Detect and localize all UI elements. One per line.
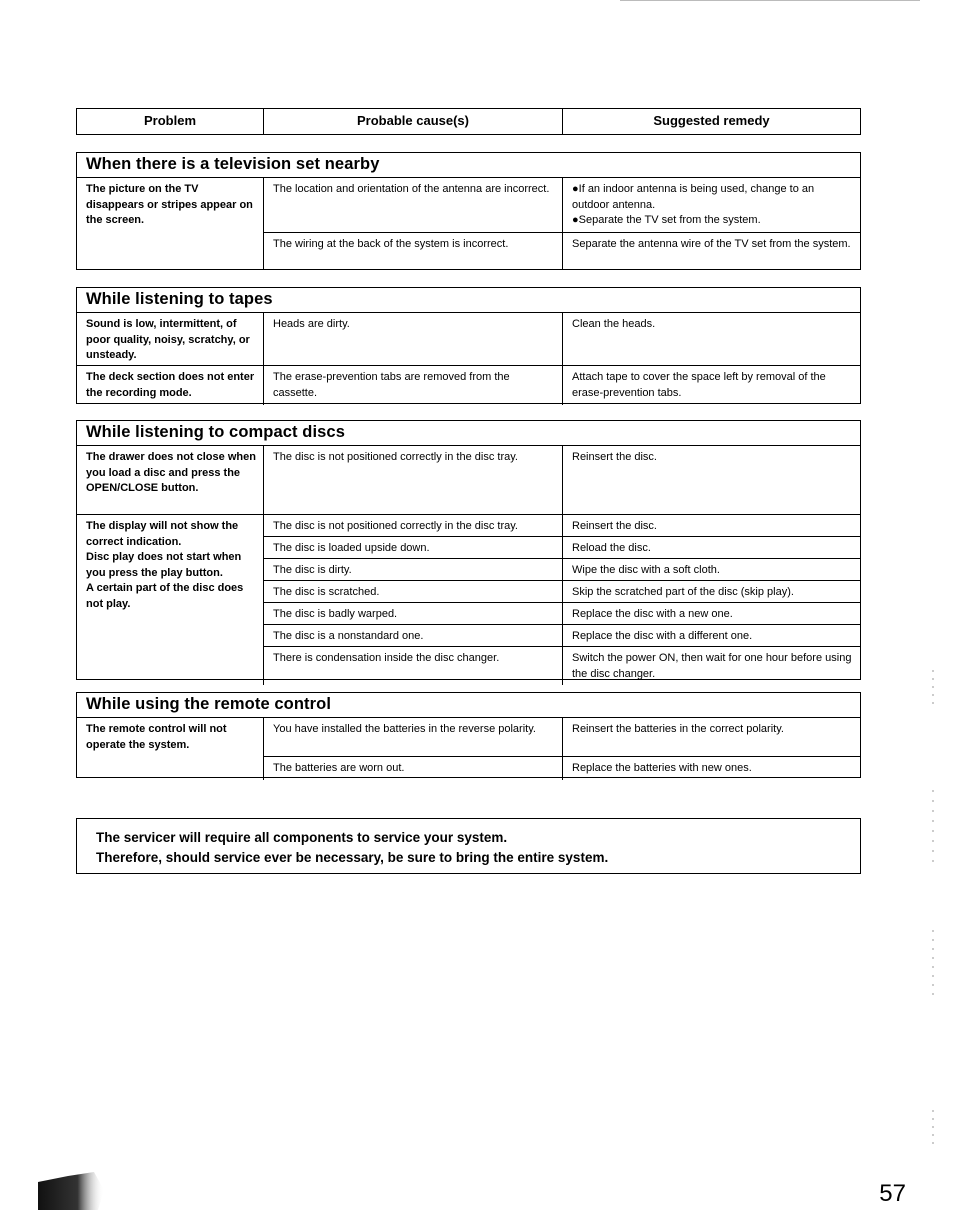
corner-scan-mark bbox=[38, 1172, 104, 1210]
service-notice bbox=[76, 818, 861, 874]
notice-line: Therefore, should service ever be necessary, be sure to bring the entire system. bbox=[96, 850, 609, 865]
table-row bbox=[264, 625, 860, 647]
header-remedy: Suggested remedy bbox=[653, 113, 770, 128]
problem-group bbox=[77, 178, 860, 269]
problem-text: The deck section does not enter the recording mode. bbox=[77, 366, 264, 405]
remedy-text: Reinsert the disc. bbox=[572, 520, 657, 532]
section-title: While listening to tapes bbox=[77, 288, 860, 313]
problem-line: A certain part of the disc does not play. bbox=[86, 582, 244, 610]
cause-text: The disc is not positioned correctly in the disc tray. bbox=[264, 515, 563, 538]
table-row bbox=[264, 647, 860, 685]
remedy-text bbox=[563, 178, 860, 232]
problem-text: The picture on the TV disappears or stripes appear on the screen. bbox=[77, 178, 264, 269]
section-remote-control bbox=[76, 692, 861, 778]
cause-text: You have installed the batteries in the reverse polarity. bbox=[264, 718, 563, 756]
table-row bbox=[264, 313, 860, 368]
remedy-text: Replace the batteries with new ones. bbox=[572, 762, 752, 774]
section-title: When there is a television set nearby bbox=[77, 153, 860, 178]
remedy-text: Switch the power ON, then wait for one hour before using the disc changer. bbox=[572, 652, 852, 680]
problem-group bbox=[77, 313, 860, 366]
remedy-text: Reload the disc. bbox=[572, 542, 651, 554]
table-row bbox=[264, 718, 860, 757]
remedy-text: Replace the disc with a new one. bbox=[572, 608, 733, 620]
remedy-line: ●Separate the TV set from the system. bbox=[572, 214, 761, 226]
scan-edge-marks bbox=[932, 670, 934, 1150]
cause-text: The erase-prevention tabs are removed from the cassette. bbox=[264, 366, 563, 405]
remedy-text: Clean the heads. bbox=[572, 318, 656, 330]
remedy-text: Replace the disc with a different one. bbox=[572, 630, 753, 642]
problem-group bbox=[77, 718, 860, 777]
table-row bbox=[264, 537, 860, 559]
cause-text: The disc is badly warped. bbox=[264, 603, 563, 626]
cause-text: The location and orientation of the antenna are incorrect. bbox=[264, 178, 563, 232]
problem-group bbox=[77, 446, 860, 515]
cause-text: The wiring at the back of the system is incorrect. bbox=[264, 233, 563, 269]
table-row bbox=[264, 757, 860, 780]
table-row bbox=[264, 515, 860, 537]
problem-line: Disc play does not start when you press the play button. bbox=[86, 551, 242, 579]
problem-text: The drawer does not close when you load a disc and press the OPEN/CLOSE button. bbox=[77, 446, 264, 514]
cause-text: There is condensation inside the disc changer. bbox=[264, 647, 563, 685]
section-title: While using the remote control bbox=[77, 693, 860, 718]
cause-text: The disc is scratched. bbox=[264, 581, 563, 604]
problem-group bbox=[77, 366, 860, 403]
page-number: 57 bbox=[879, 1180, 906, 1207]
problem-text: Sound is low, intermittent, of poor quality, noisy, scratchy, or unsteady. bbox=[77, 313, 264, 368]
cause-text: The disc is not positioned correctly in the disc tray. bbox=[264, 446, 563, 514]
remedy-text: Skip the scratched part of the disc (skip play). bbox=[572, 586, 794, 598]
top-edge-rule bbox=[620, 0, 920, 1]
table-row bbox=[264, 446, 860, 514]
remedy-text: Reinsert the disc. bbox=[572, 451, 657, 463]
table-row bbox=[264, 581, 860, 603]
section-title: While listening to compact discs bbox=[77, 421, 860, 446]
notice-line: The servicer will require all components to service your system. bbox=[96, 830, 508, 845]
table-row bbox=[264, 603, 860, 625]
section-television bbox=[76, 152, 861, 270]
table-row bbox=[264, 178, 860, 233]
table-header bbox=[76, 108, 861, 135]
cause-text: The batteries are worn out. bbox=[264, 757, 563, 780]
problem-line: The display will not show the correct indication. bbox=[86, 520, 239, 548]
remedy-text: Attach tape to cover the space left by removal of the erase-prevention tabs. bbox=[572, 371, 826, 399]
section-tapes bbox=[76, 287, 861, 404]
cause-text: Heads are dirty. bbox=[264, 313, 563, 368]
cause-text: The disc is loaded upside down. bbox=[264, 537, 563, 560]
remedy-text: Reinsert the batteries in the correct polarity. bbox=[572, 723, 784, 735]
remedy-line: ●If an indoor antenna is being used, change to an outdoor antenna. bbox=[572, 183, 815, 211]
problem-group bbox=[77, 515, 860, 679]
header-problem: Problem bbox=[77, 109, 264, 134]
remedy-text: Wipe the disc with a soft cloth. bbox=[572, 564, 720, 576]
cause-text: The disc is a nonstandard one. bbox=[264, 625, 563, 648]
section-compact-discs bbox=[76, 420, 861, 680]
table-row bbox=[264, 366, 860, 405]
header-cause: Probable cause(s) bbox=[264, 109, 563, 134]
problem-text: The remote control will not operate the system. bbox=[77, 718, 264, 780]
remedy-text: Separate the antenna wire of the TV set from the system. bbox=[572, 238, 851, 250]
table-row bbox=[264, 233, 860, 269]
problem-text bbox=[77, 515, 264, 685]
cause-text: The disc is dirty. bbox=[264, 559, 563, 582]
table-row bbox=[264, 559, 860, 581]
